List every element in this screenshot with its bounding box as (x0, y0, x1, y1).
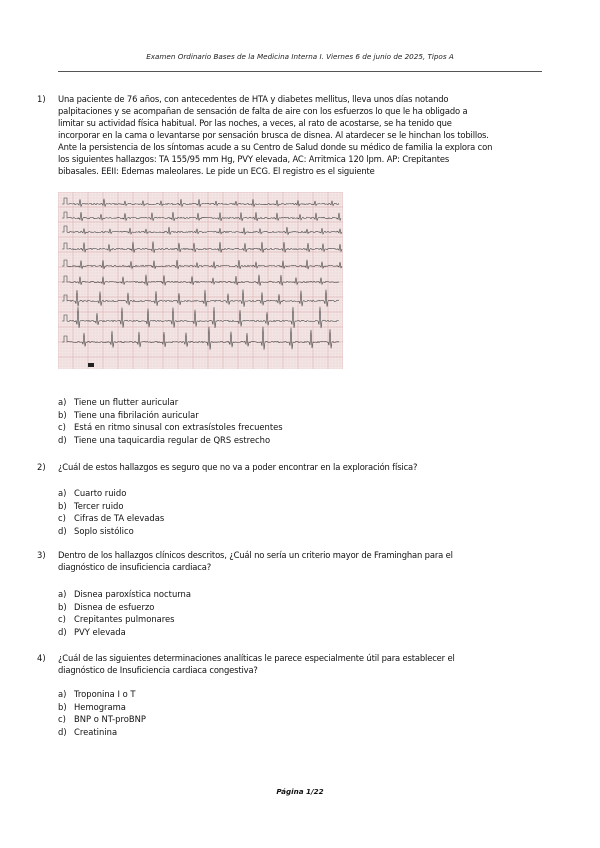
option-2b[interactable] (58, 500, 518, 513)
option-letter: b) (58, 701, 67, 712)
question-4-number: 4) (37, 653, 46, 663)
question-1-line: Ante la persistencia de los síntomas acude a su Centro de Salud donde su médico de familia la explora con (58, 142, 493, 152)
header-divider (58, 71, 542, 72)
option-letter: d) (58, 434, 67, 445)
question-4-line: ¿Cuál de las siguientes determinaciones analíticas le parece especialmente útil para establecer el (58, 653, 455, 663)
question-3-options (58, 588, 518, 638)
ecg-tracing (58, 192, 343, 369)
question-1-text (58, 93, 530, 177)
option-letter: b) (58, 409, 67, 420)
question-4-line: diagnóstico de Insuficiencia cardiaca congestiva? (58, 665, 258, 675)
option-letter: b) (58, 500, 67, 511)
exam-header: Examen Ordinario Bases de la Medicina Interna I. Viernes 6 de junio de 2025, Tipos A (146, 52, 454, 61)
option-letter: a) (58, 689, 67, 699)
ecg-lead-trace-2 (62, 212, 341, 221)
option-4d[interactable] (58, 726, 518, 739)
ecg-lead-trace-7 (62, 289, 339, 306)
question-1-line: limitar su actividad física habitual. Por las noches, a veces, al rato de acostarse, se ha tenido que (58, 118, 452, 128)
question-4-text (58, 652, 530, 676)
ecg-marker (88, 363, 94, 367)
option-text: Está en ritmo sinusal con extrasístoles frecuentes (74, 422, 283, 432)
option-text: Disnea de esfuerzo (74, 601, 155, 612)
option-4a[interactable] (58, 688, 518, 701)
option-text: Creatinina (74, 726, 118, 737)
ecg-image (58, 192, 343, 369)
question-1-line: incorporar en la cama o levantarse por sensación brusca de disnea. Al atardecer se le hinchan los tobillos. (58, 130, 489, 140)
option-letter: c) (58, 714, 66, 724)
option-3b[interactable] (58, 601, 518, 614)
option-letter: c) (58, 513, 66, 523)
ecg-lead-trace-8 (62, 307, 339, 328)
question-1-line: palpitaciones y se acompañan de sensación de falta de aire con los esfuerzos lo que le ha obligado a (58, 106, 468, 116)
option-1a[interactable] (58, 396, 518, 409)
option-text: Tercer ruido (74, 500, 124, 511)
option-text: PVY elevada (74, 626, 126, 637)
option-2a[interactable] (58, 487, 518, 500)
question-4-options (58, 688, 518, 738)
question-2-line: ¿Cuál de estos hallazgos es seguro que no va a poder encontrar en la exploración física? (58, 462, 418, 472)
option-text: Soplo sistólico (74, 525, 134, 536)
question-2-options (58, 487, 518, 537)
option-text: Crepitantes pulmonares (74, 614, 175, 624)
option-text: Cuarto ruido (74, 488, 127, 498)
question-3-line: diagnóstico de insuficiencia cardiaca? (58, 562, 212, 572)
option-letter: d) (58, 626, 67, 637)
question-1-line: Una paciente de 76 años, con antecedentes de HTA y diabetes mellitus, lleva unos días notando (58, 94, 449, 104)
option-4c[interactable] (58, 713, 518, 726)
option-2d[interactable] (58, 525, 518, 538)
option-letter: d) (58, 726, 67, 737)
page-number: Página 1/22 (276, 787, 324, 796)
option-3c[interactable] (58, 613, 518, 626)
question-1-line: los siguientes hallazgos: TA 155/95 mm Hg, PVY elevada, AC: Arritmica 120 lpm. AP: Crepitantes (58, 154, 450, 164)
question-1-options (58, 396, 518, 446)
option-text: Tiene un flutter auricular (74, 397, 179, 407)
option-letter: c) (58, 614, 66, 624)
option-3a[interactable] (58, 588, 518, 601)
option-text: Tiene una fibrilación auricular (74, 409, 199, 420)
ecg-lead-trace-6 (62, 275, 339, 286)
option-1c[interactable] (58, 421, 518, 434)
option-letter: b) (58, 601, 67, 612)
option-text: Disnea paroxística nocturna (74, 589, 191, 599)
option-letter: c) (58, 422, 66, 432)
question-2-number: 2) (37, 462, 46, 472)
question-3-number: 3) (37, 550, 46, 560)
option-text: Cifras de TA elevadas (74, 513, 165, 523)
option-letter: a) (58, 397, 67, 407)
question-3-line: Dentro de los hallazgos clínicos descritos, ¿Cuál no sería un criterio mayor de Framinghan para el (58, 550, 453, 560)
question-1-line: bibasales. EEII: Edemas maleolares. Le pide un ECG. El registro es el siguiente (58, 166, 375, 176)
question-1-number: 1) (37, 94, 46, 104)
option-1d[interactable] (58, 434, 518, 447)
option-text: Hemograma (74, 701, 126, 712)
option-3d[interactable] (58, 626, 518, 639)
option-letter: a) (58, 589, 67, 599)
option-letter: d) (58, 525, 67, 536)
question-2-text (58, 461, 530, 473)
ecg-lead-trace-1 (62, 198, 339, 207)
option-letter: a) (58, 488, 67, 498)
option-4b[interactable] (58, 701, 518, 714)
option-text: BNP o NT-proBNP (74, 714, 146, 724)
question-3-text (58, 549, 530, 573)
option-2c[interactable] (58, 512, 518, 525)
option-1b[interactable] (58, 409, 518, 422)
option-text: Tiene una taquicardia regular de QRS estrecho (74, 434, 271, 445)
option-text: Troponina I o T (74, 689, 136, 699)
